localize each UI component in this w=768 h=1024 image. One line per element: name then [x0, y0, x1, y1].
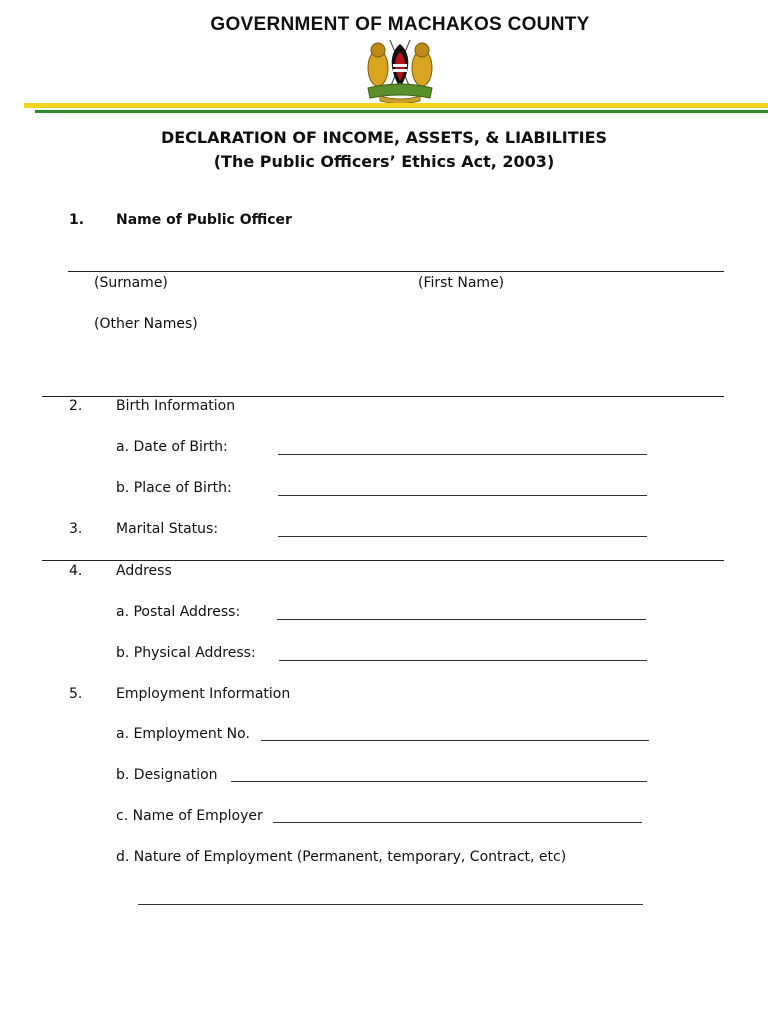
section-4-number: 4.	[69, 563, 83, 579]
place-of-birth-field[interactable]	[278, 495, 647, 496]
section-1-label: Name of Public Officer	[116, 212, 292, 228]
section-divider	[42, 396, 724, 397]
other-names-label: (Other Names)	[94, 316, 198, 332]
name-input-line[interactable]	[68, 271, 724, 272]
surname-label: (Surname)	[94, 275, 168, 291]
physical-address-label: b. Physical Address:	[116, 645, 256, 661]
designation-label: b. Designation	[116, 767, 218, 783]
postal-address-label: a. Postal Address:	[116, 604, 241, 620]
section-divider	[42, 560, 724, 561]
designation-field[interactable]	[231, 781, 647, 782]
section-4-label: Address	[116, 563, 172, 579]
header-band-yellow	[24, 103, 768, 108]
county-title: GOVERNMENT OF MACHAKOS COUNTY	[210, 14, 590, 35]
employment-no-label: a. Employment No.	[116, 726, 250, 742]
postal-address-field[interactable]	[277, 619, 646, 620]
section-2-label: Birth Information	[116, 398, 236, 414]
date-of-birth-field[interactable]	[278, 454, 647, 455]
document-subtitle: (The Public Officers’ Ethics Act, 2003)	[213, 152, 555, 171]
section-5-label: Employment Information	[116, 686, 291, 702]
first-name-label: (First Name)	[418, 275, 505, 291]
section-2-number: 2.	[69, 398, 83, 414]
kenya-coat-of-arms-icon	[362, 38, 438, 104]
marital-status-field[interactable]	[278, 536, 647, 537]
date-of-birth-label: a. Date of Birth:	[116, 439, 228, 455]
name-of-employer-label: c. Name of Employer	[116, 808, 263, 824]
marital-status-label: Marital Status:	[116, 521, 219, 537]
physical-address-field[interactable]	[279, 660, 647, 661]
nature-of-employment-label: d. Nature of Employment (Permanent, temporary, Contract, etc)	[116, 849, 567, 865]
employment-no-field[interactable]	[261, 740, 649, 741]
document-title: DECLARATION OF INCOME, ASSETS, & LIABILITIES	[160, 128, 608, 147]
section-1-number: 1.	[69, 212, 85, 228]
name-of-employer-field[interactable]	[273, 822, 642, 823]
header-band-green	[35, 110, 768, 113]
section-3-number: 3.	[69, 521, 83, 537]
place-of-birth-label: b. Place of Birth:	[116, 480, 232, 496]
section-5-number: 5.	[69, 686, 83, 702]
nature-of-employment-field[interactable]	[138, 904, 643, 905]
